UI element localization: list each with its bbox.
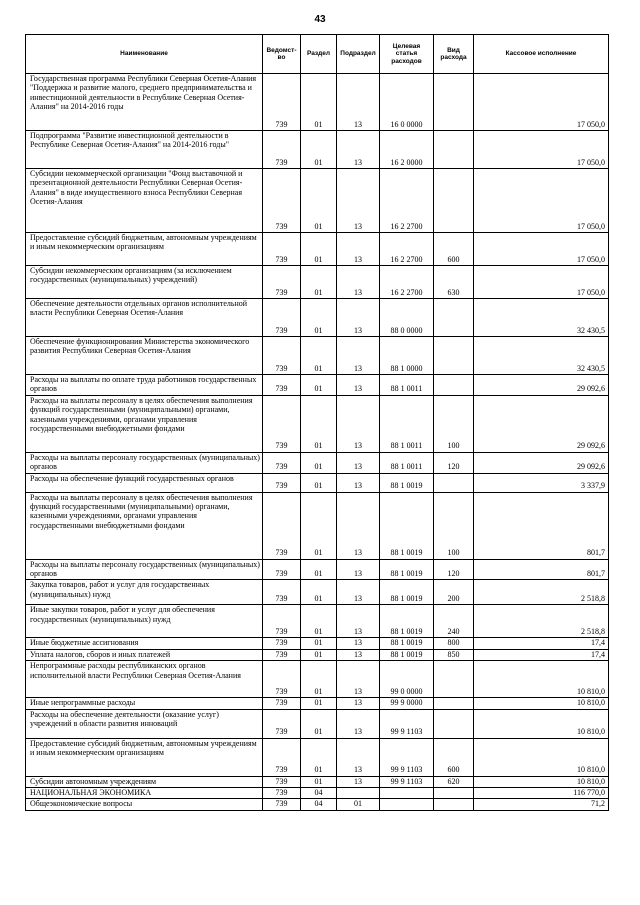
cell-subsection: 13 [337,375,380,396]
cell-type: 620 [434,776,474,787]
cell-subsection: 13 [337,661,380,698]
cell-type [434,661,474,698]
cell-amount: 17 050,0 [474,266,609,299]
cell-type [434,169,474,233]
cell-name: Обеспечение деятельности отдельных органов исполнительной власти Республики Северная Осетия-Алания [26,299,263,337]
cell-subsection: 13 [337,738,380,776]
cell-subsection: 13 [337,337,380,375]
cell-dept: 739 [263,709,301,738]
cell-section: 01 [301,638,337,649]
cell-type: 100 [434,492,474,559]
cell-amount: 116 770,0 [474,788,609,799]
cell-section: 01 [301,473,337,492]
cell-target: 88 0 0000 [380,299,434,337]
cell-subsection: 13 [337,169,380,233]
cell-target: 88 1 0011 [380,395,434,452]
cell-amount: 10 810,0 [474,776,609,787]
cell-amount: 2 518,8 [474,580,609,605]
cell-type [434,709,474,738]
cell-name: Расходы на выплаты персоналу государственных (муниципальных) органов [26,559,263,580]
cell-name: Расходы на выплаты персоналу государственных (муниципальных) органов [26,452,263,473]
cell-subsection: 13 [337,776,380,787]
cell-subsection: 01 [337,799,380,810]
cell-section: 01 [301,559,337,580]
cell-name: Расходы на выплаты персоналу в целях обеспечения выполнения функций государственными (муниципальными) органами, казенными учреждениями, органами управления государственными внебюджетными фондами [26,395,263,452]
cell-dept: 739 [263,559,301,580]
table-row [26,709,609,738]
table-row [26,233,609,266]
table-row [26,169,609,233]
cell-dept: 739 [263,605,301,638]
cell-type [434,473,474,492]
cell-target: 16 0 0000 [380,74,434,131]
cell-target: 88 1 0000 [380,337,434,375]
header-row [26,35,609,74]
cell-type: 850 [434,649,474,660]
cell-subsection: 13 [337,266,380,299]
cell-dept: 739 [263,649,301,660]
cell-dept: 739 [263,638,301,649]
cell-dept: 739 [263,799,301,810]
cell-section: 01 [301,233,337,266]
cell-section: 01 [301,452,337,473]
cell-type [434,788,474,799]
table-row [26,738,609,776]
cell-type: 600 [434,738,474,776]
cell-subsection: 13 [337,698,380,709]
cell-type: 120 [434,559,474,580]
cell-dept: 739 [263,776,301,787]
cell-dept: 739 [263,473,301,492]
cell-amount: 2 518,8 [474,605,609,638]
table-row [26,375,609,396]
page-number: 43 [314,14,326,25]
table-row [26,395,609,452]
table-row [26,337,609,375]
cell-name: Иные бюджетные ассигнования [26,638,263,649]
table-row [26,473,609,492]
cell-name: Закупка товаров, работ и услуг для государственных (муниципальных) нужд [26,580,263,605]
cell-target: 99 9 1103 [380,776,434,787]
cell-section: 01 [301,74,337,131]
cell-amount: 17 050,0 [474,74,609,131]
cell-subsection: 13 [337,395,380,452]
cell-subsection: 13 [337,580,380,605]
cell-type: 630 [434,266,474,299]
header-section: Раздел [301,35,337,74]
cell-target: 88 1 0011 [380,452,434,473]
cell-section: 01 [301,266,337,299]
cell-name: Общеэкономические вопросы [26,799,263,810]
cell-target: 99 9 1103 [380,709,434,738]
cell-target: 88 1 0019 [380,649,434,660]
cell-dept: 739 [263,738,301,776]
cell-amount: 17 050,0 [474,233,609,266]
cell-section: 01 [301,661,337,698]
cell-subsection: 13 [337,452,380,473]
cell-section: 01 [301,698,337,709]
table-body [26,74,609,811]
cell-subsection: 13 [337,638,380,649]
cell-subsection: 13 [337,233,380,266]
cell-dept: 739 [263,661,301,698]
cell-section: 01 [301,492,337,559]
cell-subsection: 13 [337,299,380,337]
cell-section: 01 [301,776,337,787]
cell-name: Подпрограмма "Развитие инвестиционной деятельности в Республике Северная Осетия-Алания" на 2014-2016 годы" [26,131,263,169]
cell-target: 16 2 2700 [380,266,434,299]
cell-section: 04 [301,788,337,799]
cell-name: Иные закупки товаров, работ и услуг для обеспечения государственных (муниципальных) нужд [26,605,263,638]
table-row [26,492,609,559]
cell-section: 01 [301,169,337,233]
cell-target: 99 0 0000 [380,661,434,698]
header-amount: Кассовое исполнение [474,35,609,74]
cell-dept: 739 [263,169,301,233]
cell-amount: 17,4 [474,649,609,660]
cell-target: 99 9 1103 [380,738,434,776]
cell-target: 16 2 2700 [380,233,434,266]
table-row [26,788,609,799]
cell-section: 01 [301,580,337,605]
cell-amount: 801,7 [474,492,609,559]
cell-section: 01 [301,131,337,169]
header-name: Наименование [26,35,263,74]
cell-dept: 739 [263,233,301,266]
cell-section: 04 [301,799,337,810]
cell-amount: 10 810,0 [474,738,609,776]
cell-type: 100 [434,395,474,452]
cell-amount: 17,4 [474,638,609,649]
cell-name: НАЦИОНАЛЬНАЯ ЭКОНОМИКА [26,788,263,799]
cell-name: Расходы на обеспечение функций государственных органов [26,473,263,492]
cell-name: Непрограммные расходы республиканских органов исполнительной власти Республики Северная Осетия-Алания [26,661,263,698]
table-row [26,580,609,605]
cell-dept: 739 [263,375,301,396]
cell-amount: 29 092,6 [474,375,609,396]
cell-section: 01 [301,605,337,638]
cell-subsection [337,788,380,799]
cell-dept: 739 [263,492,301,559]
cell-amount: 32 430,5 [474,299,609,337]
cell-type: 800 [434,638,474,649]
cell-type: 120 [434,452,474,473]
cell-dept: 739 [263,74,301,131]
cell-section: 01 [301,299,337,337]
cell-amount: 10 810,0 [474,661,609,698]
cell-dept: 739 [263,452,301,473]
cell-target: 88 1 0019 [380,580,434,605]
cell-subsection: 13 [337,74,380,131]
cell-subsection: 13 [337,492,380,559]
cell-type [434,131,474,169]
cell-subsection: 13 [337,649,380,660]
cell-name: Субсидии некоммерческой организации "Фонд выставочной и презентационной деятельности Республики Северная Осетия-Алания" в виде имущественного взноса Республики Северная Осетия-Алания [26,169,263,233]
table-row [26,698,609,709]
cell-section: 01 [301,337,337,375]
cell-amount: 71,2 [474,799,609,810]
cell-target [380,788,434,799]
cell-target: 88 1 0019 [380,492,434,559]
cell-target: 16 2 2700 [380,169,434,233]
cell-target: 99 9 0000 [380,698,434,709]
cell-name: Предоставление субсидий бюджетным, автономным учреждениям и иным некоммерческим организациям [26,738,263,776]
cell-subsection: 13 [337,605,380,638]
cell-dept: 739 [263,395,301,452]
budget-table [25,34,609,811]
cell-dept: 739 [263,266,301,299]
cell-name: Субсидии автономным учреждениям [26,776,263,787]
cell-subsection: 13 [337,709,380,738]
cell-name: Иные непрограммные расходы [26,698,263,709]
header-target: Целевая статья расходов [380,35,434,74]
cell-amount: 10 810,0 [474,709,609,738]
cell-type [434,74,474,131]
table-row [26,299,609,337]
table-row [26,452,609,473]
table-row [26,799,609,810]
cell-dept: 739 [263,580,301,605]
cell-amount: 29 092,6 [474,452,609,473]
cell-amount: 10 810,0 [474,698,609,709]
cell-name: Расходы на обеспечение деятельности (оказание услуг) учреждений в области развития инноваций [26,709,263,738]
table-row [26,559,609,580]
cell-target: 16 2 0000 [380,131,434,169]
cell-section: 01 [301,738,337,776]
cell-subsection: 13 [337,131,380,169]
cell-name: Предоставление субсидий бюджетным, автономным учреждениям и иным некоммерческим организациям [26,233,263,266]
cell-type [434,375,474,396]
cell-type [434,799,474,810]
cell-type: 240 [434,605,474,638]
cell-type [434,698,474,709]
table-row [26,661,609,698]
table-row [26,74,609,131]
cell-dept: 739 [263,299,301,337]
cell-target: 88 1 0019 [380,638,434,649]
cell-amount: 17 050,0 [474,169,609,233]
cell-subsection: 13 [337,473,380,492]
cell-dept: 739 [263,698,301,709]
table-row [26,649,609,660]
table-row [26,266,609,299]
cell-type [434,337,474,375]
cell-dept: 739 [263,788,301,799]
cell-amount: 3 337,9 [474,473,609,492]
cell-amount: 801,7 [474,559,609,580]
cell-section: 01 [301,395,337,452]
cell-section: 01 [301,649,337,660]
cell-subsection: 13 [337,559,380,580]
cell-target: 88 1 0019 [380,605,434,638]
cell-name: Расходы на выплаты по оплате труда работников государственных органов [26,375,263,396]
cell-target: 88 1 0019 [380,559,434,580]
cell-name: Обеспечение функционирования Министерства экономического развития Республики Северная Осетия-Алания [26,337,263,375]
table-row [26,638,609,649]
header-expense-type: Вид расхода [434,35,474,74]
cell-amount: 32 430,5 [474,337,609,375]
cell-dept: 739 [263,337,301,375]
cell-type: 200 [434,580,474,605]
table-row [26,776,609,787]
cell-target: 88 1 0011 [380,375,434,396]
cell-name: Субсидии некоммерческим организациям (за исключением государственных (муниципальных) учреждений) [26,266,263,299]
cell-section: 01 [301,375,337,396]
cell-type: 600 [434,233,474,266]
header-subsection: Подраздел [337,35,380,74]
cell-amount: 29 092,6 [474,395,609,452]
cell-section: 01 [301,709,337,738]
header-dept: Ведомст-во [263,35,301,74]
cell-amount: 17 050,0 [474,131,609,169]
cell-type [434,299,474,337]
cell-target [380,799,434,810]
table-row [26,605,609,638]
cell-name: Государственная программа Республики Северная Осетия-Алания "Поддержка и развитие малого, среднего предпринимательства и инвестиционной деятельности в Республике Северная Осетия-Алания" на 2014-2016 годы [26,74,263,131]
table-row [26,131,609,169]
cell-name: Уплата налогов, сборов и иных платежей [26,649,263,660]
cell-dept: 739 [263,131,301,169]
cell-name: Расходы на выплаты персоналу в целях обеспечения выполнения функций государственными (муниципальными) органами, казенными учреждениями, органами управления государственными внебюджетными фондами [26,492,263,559]
cell-target: 88 1 0019 [380,473,434,492]
